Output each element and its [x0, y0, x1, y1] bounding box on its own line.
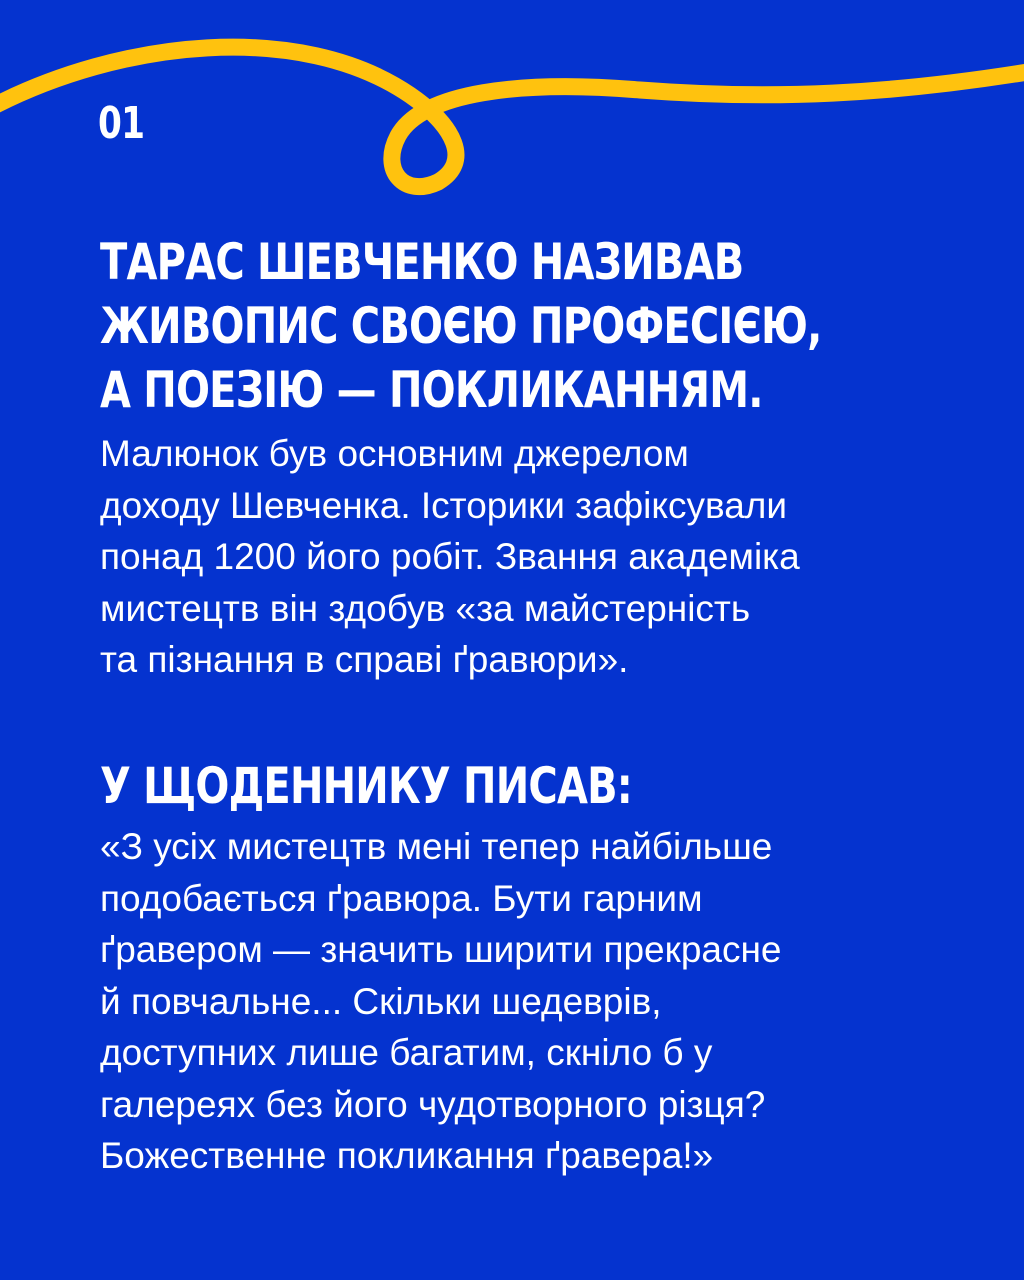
main-heading-line: ТАРАС ШЕВЧЕНКО НАЗИВАВ	[100, 233, 744, 291]
intro-paragraph-line: доходу Шевченка. Історики зафіксували	[100, 484, 788, 526]
decorative-ribbon	[0, 0, 1024, 230]
intro-paragraph-line: та пізнання в справі ґравюри».	[100, 639, 629, 680]
slide-number: 01	[98, 98, 145, 149]
diary-quote	[100, 821, 781, 1182]
diary-quote-line: ґравером — значить ширити прекрасне	[100, 929, 782, 970]
main-heading-line: А ПОЕЗІЮ — ПОКЛИКАННЯМ.	[100, 361, 763, 419]
main-heading	[100, 230, 822, 422]
ribbon-path	[0, 47, 1024, 186]
diary-quote-line: доступних лише багатим, скніло б у	[100, 1032, 713, 1073]
diary-heading: У ЩОДЕННИКУ ПИСАВ:	[100, 757, 632, 815]
diary-quote-line: подобається ґравюра. Бути гарним	[100, 877, 703, 919]
intro-paragraph	[100, 428, 800, 686]
intro-paragraph-line: мистецтв він здобув «за майстерність	[100, 587, 751, 629]
diary-quote-line: й повчальне... Скільки шедеврів,	[100, 980, 662, 1022]
diary-quote-line: галереях без його чудотворного різця?	[100, 1083, 766, 1125]
diary-quote-line: Божественне покликання ґравера!»	[100, 1135, 714, 1176]
diary-quote-line: «З усіх мистецтв мені тепер найбільше	[100, 826, 773, 867]
intro-paragraph-line: понад 1200 його робіт. Звання академіка	[100, 536, 800, 577]
main-heading-line: ЖИВОПИС СВОЄЮ ПРОФЕСІЄЮ,	[100, 297, 822, 355]
intro-paragraph-line: Малюнок був основним джерелом	[100, 433, 689, 474]
